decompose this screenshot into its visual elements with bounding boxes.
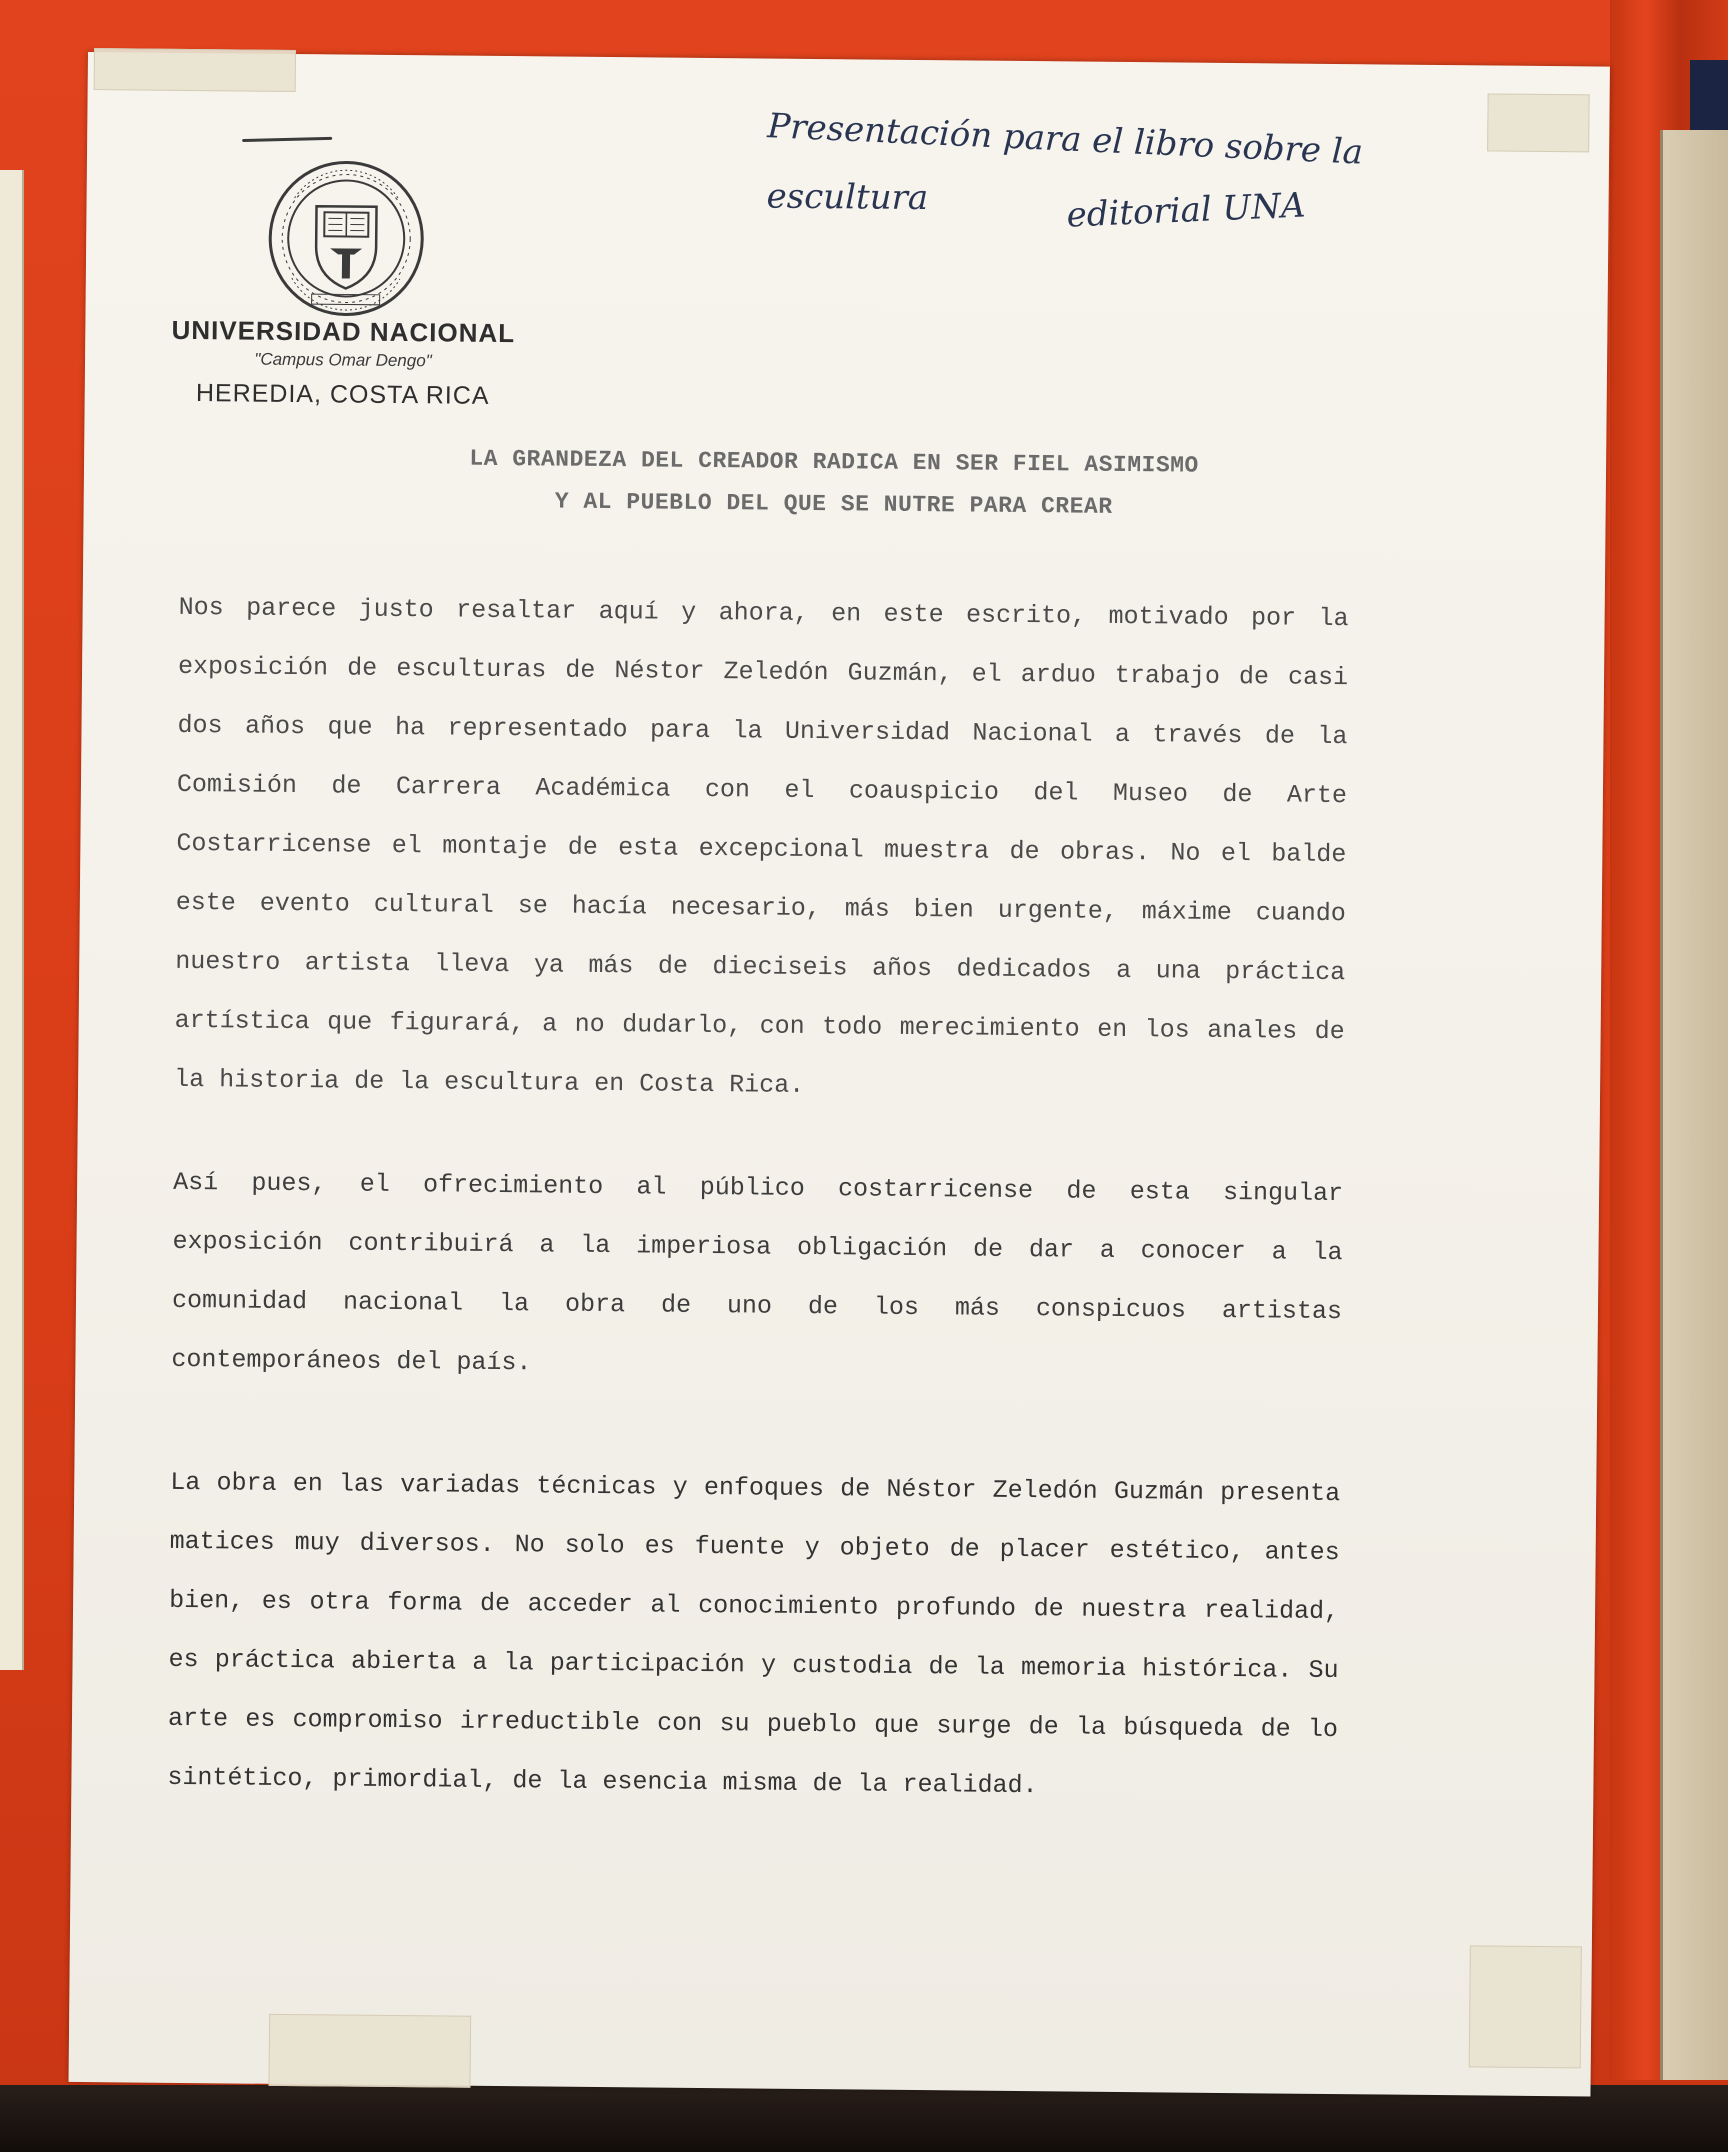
handwritten-note-line2: escultura (766, 176, 929, 219)
university-seal-icon (263, 158, 430, 320)
tape-bottom-right (1469, 1945, 1582, 2068)
tape-top-right (1487, 93, 1590, 152)
letterhead-city: HEREDIA, COSTA RICA (195, 379, 490, 410)
typed-document-page (69, 52, 1610, 2097)
card-edge (1660, 130, 1728, 2080)
letterhead-university-name: UNIVERSIDAD NACIONAL (171, 314, 516, 349)
paragraph-3: La obra en las variadas técnicas y enfoques de Néstor Zeledón Guzmán presenta matices muy diversos. No solo es fuente y objeto de placer estético, antes bien, es otra forma de acceder al conocimiento profundo de nuestra realidad, es práctica abierta a la participación y custodia de la memoria histórica. Su arte es compromiso irreductible con su pueblo que surge de la búsqueda de lo sintético, primordial, de la esencia misma de la realidad. (167, 1467, 1341, 1801)
handwritten-note-line3: editorial UNA (1065, 185, 1307, 236)
tape-bottom-left (268, 2014, 471, 2088)
pen-stroke (242, 137, 332, 142)
document-title-line1: LA GRANDEZA DEL CREADOR RADICA EN SER FIEL ASIMISMO (469, 445, 1199, 479)
document-title-line2: Y AL PUEBLO DEL QUE SE NUTRE PARA CREAR (554, 488, 1113, 520)
paragraph-2: Así pues, el ofrecimiento al público costarricense de esta singular exposición contribuirá a la imperiosa obligación de dar a conocer a la comunidad nacional la obra de uno de los más conspicuos artistas contemporáneos del país. (171, 1167, 1344, 1378)
letterhead-campus: "Campus Omar Dengo" (254, 349, 432, 371)
handwritten-note-line1: Presentación para el libro sobre la (766, 106, 1364, 173)
paragraph-1: Nos parece justo resaltar aquí y ahora, en este escrito, motivado por la exposición de esculturas de Néstor Zeledón Guzmán, el arduo trabajo de casi dos años que ha representado para la Universidad Nacional a través de la Comisión de Carrera Académica con el coauspicio del Museo de Arte Costarricense el montaje de esta excepcional muestra de obras. No el balde este evento cultural se hacía necesario, más bien urgente, máxime cuando nuestro artista lleva ya más de dieciseis años dedicados a una práctica artística que figurará, a no dudarlo, con todo merecimiento en los anales de la historia de la escultura en Costa Rica. (174, 592, 1349, 1100)
tape-top-left (94, 48, 296, 92)
left-page-edge (0, 170, 24, 1670)
